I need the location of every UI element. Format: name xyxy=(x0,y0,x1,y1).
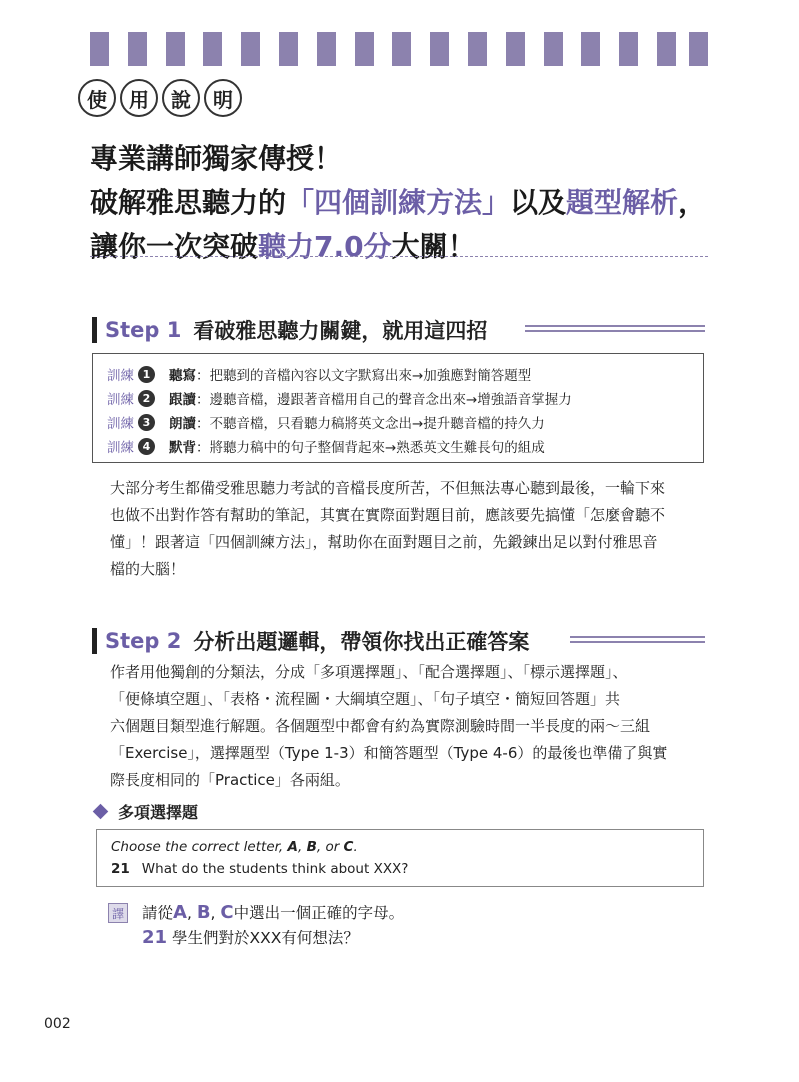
headline-highlight: 聽力7.0分 xyxy=(258,230,392,263)
number-badge: 1 xyxy=(138,366,155,383)
page-number: 002 xyxy=(44,1016,71,1032)
training-row xyxy=(107,410,703,434)
step2-paragraph xyxy=(110,659,710,794)
headline-line-3 xyxy=(90,225,706,269)
step1-number: Step 1 xyxy=(105,318,182,342)
training-name: 聽寫 xyxy=(169,368,196,384)
translation-letter: C xyxy=(220,902,234,923)
step1-double-line xyxy=(525,325,705,332)
step1-title: 看破雅思聽力關鍵，就用這四招 xyxy=(193,319,488,343)
title-char: 說 xyxy=(162,79,200,117)
paragraph-line: 也做不出對作答有幫助的筆記，其實在實際面對題目前，應該要先搞懂「怎麼會聽不 xyxy=(110,506,666,524)
translation-text: 請從 xyxy=(142,904,174,922)
option-letter: C xyxy=(343,839,354,855)
question-instruction xyxy=(111,836,703,858)
training-label: 訓練 xyxy=(107,368,134,384)
translation-letter: A xyxy=(173,902,187,923)
step2-title: 分析出題邏輯，帶領你找出正確答案 xyxy=(193,630,530,654)
training-desc: ：不聽音檔，只看聽力稿將英文念出→提升聽音檔的持久力 xyxy=(196,416,545,432)
training-label: 訓練 xyxy=(107,416,134,432)
headline-highlight: 題型解析 xyxy=(566,186,679,219)
training-label: 訓練 xyxy=(107,392,134,408)
option-letter: B xyxy=(306,839,317,855)
translation-number: 21 xyxy=(142,927,168,948)
headline-text: 讓你一次突破 xyxy=(90,230,259,263)
training-name: 默背 xyxy=(169,440,196,456)
paragraph-line: 檔的大腦！ xyxy=(110,560,186,578)
paragraph-line: 大部分考生都備受雅思聽力考試的音檔長度所苦，不但無法專心聽到最後，一輪下來 xyxy=(110,479,666,497)
headline-text: ， xyxy=(678,186,707,219)
paragraph-line: 「Exercise」，選擇題型（Type 1-3）和簡答題型（Type 4-6）的最後也準備了與實 xyxy=(110,744,668,762)
step2-heading xyxy=(92,626,529,656)
number-badge: 2 xyxy=(138,390,155,407)
translation-line-2 xyxy=(142,926,359,950)
usage-title xyxy=(78,79,242,117)
headline-line-2 xyxy=(90,181,706,225)
training-desc: ：把聽到的音檔內容以文字默寫出來→加強應對簡答題型 xyxy=(196,368,532,384)
paragraph-line: 「便條填空題」、「表格・流程圖・大綱填空題」、「句子填空・簡短回答題」共 xyxy=(110,690,621,708)
diamond-icon xyxy=(93,804,109,820)
step1-heading xyxy=(92,315,487,345)
heading-bar xyxy=(92,317,97,343)
training-desc: ：將聽力稿中的句子整個背起來→熟悉英文生難長句的組成 xyxy=(196,440,545,456)
step2-double-line xyxy=(570,636,705,643)
training-name: 朗讀 xyxy=(169,416,196,432)
translation-text: , xyxy=(186,904,197,922)
instruction-text: Choose the correct letter, xyxy=(111,839,288,855)
number-badge: 3 xyxy=(138,414,155,431)
title-char: 使 xyxy=(78,79,116,117)
header-stripes xyxy=(90,32,708,66)
translation-text: 中選出一個正確的字母。 xyxy=(233,904,405,922)
headline xyxy=(90,137,706,269)
multiple-choice-heading xyxy=(92,800,198,823)
subheading-text: 多項選擇題 xyxy=(118,803,199,822)
headline-text: 大關！ xyxy=(391,230,476,263)
training-row xyxy=(107,434,703,458)
training-row xyxy=(107,362,703,386)
training-row xyxy=(107,386,703,410)
headline-line-1: 專業講師獨家傳授！ xyxy=(90,142,343,175)
question-text: What do the students think about XXX? xyxy=(141,861,409,877)
headline-text: 破解雅思聽力的 xyxy=(90,186,287,219)
heading-bar xyxy=(92,628,97,654)
translation-icon: 譯 xyxy=(108,903,128,923)
translation-text: , xyxy=(210,904,221,922)
translation-letter: B xyxy=(196,902,211,923)
question-box xyxy=(96,829,704,887)
paragraph-line: 際長度相同的「Practice」各兩組。 xyxy=(110,771,350,789)
training-label: 訓練 xyxy=(107,440,134,456)
option-letter: A xyxy=(287,839,298,855)
step2-number: Step 2 xyxy=(105,629,182,653)
paragraph-line: 作者用他獨創的分類法，分成「多項選擇題」、「配合選擇題」、「標示選擇題」、 xyxy=(110,663,628,681)
dashed-divider xyxy=(90,256,708,257)
paragraph-line: 懂」！跟著這「四個訓練方法」，幫助你在面對題目之前，先鍛鍊出足以對付雅思音 xyxy=(110,533,658,551)
headline-highlight: 「四個訓練方法」 xyxy=(286,186,511,219)
step1-paragraph xyxy=(110,475,710,583)
title-char: 明 xyxy=(204,79,242,117)
number-badge: 4 xyxy=(138,438,155,455)
question-number: 21 xyxy=(111,861,130,877)
paragraph-line: 六個題目類型進行解題。各個題型中都會有約為實際測驗時間一半長度的兩～三組 xyxy=(110,717,651,735)
instruction-text: , xyxy=(297,839,307,855)
training-name: 跟讀 xyxy=(169,392,196,408)
question-line xyxy=(111,858,703,880)
instruction-text: , or xyxy=(316,839,344,855)
translation-line-1 xyxy=(142,901,404,925)
instruction-text: . xyxy=(353,839,358,855)
training-box xyxy=(92,353,704,463)
headline-text: 以及 xyxy=(510,186,567,219)
training-desc: ：邊聽音檔，邊跟著音檔用自己的聲音念出來→增強語音掌握力 xyxy=(196,392,572,408)
title-char: 用 xyxy=(120,79,158,117)
translation-text: 學生們對於XXX有何想法？ xyxy=(167,929,359,947)
